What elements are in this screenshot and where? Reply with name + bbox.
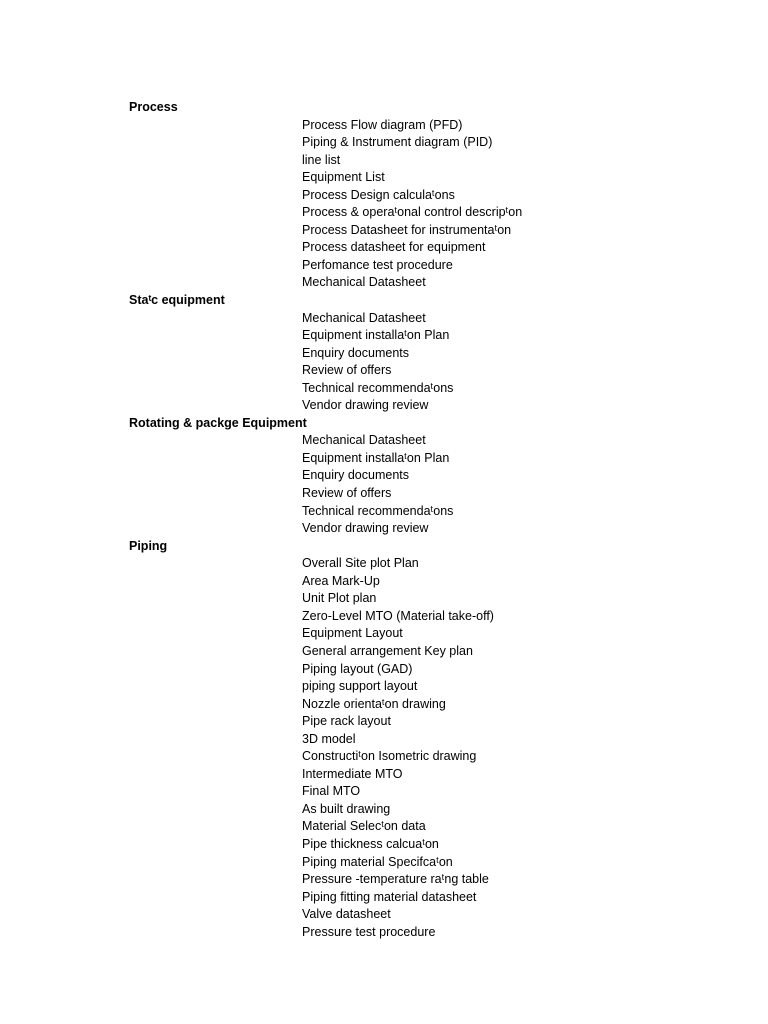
list-item: Piping fitting material datasheet bbox=[302, 889, 477, 904]
list-item: General arrangement Key plan bbox=[302, 643, 473, 658]
list-item: Equipment Layout bbox=[302, 626, 403, 641]
list-item: Pressure test procedure bbox=[302, 924, 436, 939]
list-item: Equipment installaᵗon Plan bbox=[302, 328, 450, 343]
list-item: Piping material Specifcaᵗon bbox=[302, 854, 453, 869]
list-item: Enquiry documents bbox=[302, 468, 410, 483]
list-item: Unit Plot plan bbox=[302, 591, 377, 606]
list-item: Review of offers bbox=[302, 486, 392, 501]
list-item: Piping layout (GAD) bbox=[302, 661, 413, 676]
list-item: Area Mark-Up bbox=[302, 573, 380, 588]
list-item: Mechanical Datasheet bbox=[302, 275, 426, 290]
list-item: Equipment List bbox=[302, 170, 385, 185]
list-item: Material Selecᵗon data bbox=[302, 819, 426, 834]
list-item: Pipe thickness calcuaᵗon bbox=[302, 836, 439, 851]
section-heading-process: Process bbox=[129, 100, 178, 114]
list-item: Vendor drawing review bbox=[302, 398, 429, 413]
list-item: Pressure -temperature raᵗng table bbox=[302, 872, 489, 887]
section-heading-static-equipment: Staᵗc equipment bbox=[129, 293, 225, 308]
list-item: Intermediate MTO bbox=[302, 766, 403, 781]
document-body bbox=[0, 99, 768, 941]
list-item: Piping & Instrument diagram (PID) bbox=[302, 135, 493, 150]
list-item: piping support layout bbox=[302, 679, 418, 694]
list-item: Enquiry documents bbox=[302, 345, 410, 360]
section-heading-rotating-equipment: Rotating & packge Equipment bbox=[129, 415, 307, 430]
list-item: Process Datasheet for instrumentaᵗon bbox=[302, 222, 512, 237]
list-item: Process & operaᵗonal control descripᵗon bbox=[302, 205, 523, 220]
list-item: Pipe rack layout bbox=[302, 714, 391, 729]
list-item: Technical recommendaᵗons bbox=[302, 380, 454, 395]
list-item: line list bbox=[302, 152, 341, 167]
list-item: Technical recommendaᵗons bbox=[302, 503, 454, 518]
list-item: Nozzle orientaᵗon drawing bbox=[302, 696, 446, 711]
list-item: Equipment installaᵗon Plan bbox=[302, 450, 450, 465]
list-item: Constructiᵗon Isometric drawing bbox=[302, 749, 477, 764]
list-item: Vendor drawing review bbox=[302, 521, 429, 536]
list-item: As built drawing bbox=[302, 801, 391, 816]
list-item: Final MTO bbox=[302, 784, 361, 799]
list-item: Mechanical Datasheet bbox=[302, 433, 426, 448]
section-heading-piping: Piping bbox=[129, 538, 168, 553]
list-item: Review of offers bbox=[302, 363, 392, 378]
list-item: Process datasheet for equipment bbox=[302, 240, 486, 255]
list-item: 3D model bbox=[302, 731, 356, 746]
list-item: Mechanical Datasheet bbox=[302, 310, 426, 325]
list-item: Process Design calculaᵗons bbox=[302, 187, 455, 202]
list-item: Process Flow diagram (PFD) bbox=[302, 117, 463, 132]
list-item: Overall Site plot Plan bbox=[302, 556, 419, 571]
list-item: Perfomance test procedure bbox=[302, 257, 453, 272]
list-item: Valve datasheet bbox=[302, 907, 391, 922]
list-item: Zero-Level MTO (Material take-off) bbox=[302, 608, 494, 623]
